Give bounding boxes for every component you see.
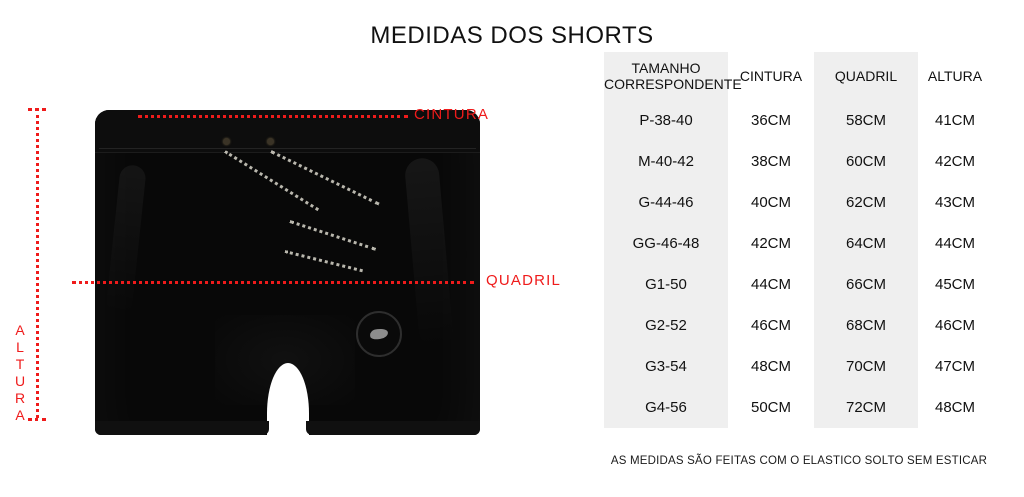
height-label-letter: A: [15, 407, 25, 423]
cell-hip: 72CM: [814, 387, 918, 428]
cell-size: G3-54: [604, 346, 728, 387]
cell-height: 44CM: [934, 234, 975, 252]
table-row: [604, 141, 992, 182]
header-height: ALTURA: [927, 68, 983, 84]
table-row: [604, 387, 992, 428]
cell-hip: 64CM: [814, 223, 918, 264]
cell-waist: 50CM: [750, 398, 791, 416]
height-label-letter: A: [15, 322, 25, 338]
height-label-letter: L: [16, 339, 24, 355]
cell-height: 48CM: [934, 398, 975, 416]
cell-size: G1-50: [604, 264, 728, 305]
cell-hip: 58CM: [814, 100, 918, 141]
height-tick-top: [28, 108, 46, 111]
height-label-letter: T: [15, 356, 25, 372]
cell-hip: 62CM: [814, 182, 918, 223]
table-row: [604, 223, 992, 264]
table-header-row: [604, 52, 992, 100]
cell-size: G2-52: [604, 305, 728, 346]
cell-height: 46CM: [934, 316, 975, 334]
table-row: [604, 264, 992, 305]
header-size-line1: TAMANHO: [631, 60, 701, 76]
height-tick-bottom: [28, 418, 46, 421]
size-chart-table: [604, 52, 992, 428]
cell-waist: 40CM: [750, 193, 791, 211]
shorts-illustration: [0, 40, 600, 497]
cell-height: 45CM: [934, 275, 975, 293]
eyelet-left-icon: [223, 138, 230, 145]
waistband-stitch: [99, 148, 476, 149]
table-row: [604, 346, 992, 387]
cell-hip: 68CM: [814, 305, 918, 346]
cell-size: G-44-46: [604, 182, 728, 223]
waist-measure-line: [138, 115, 408, 118]
cell-size: G4-56: [604, 387, 728, 428]
cell-size: GG-46-48: [604, 223, 728, 264]
cell-height: 42CM: [934, 152, 975, 170]
cell-waist: 44CM: [750, 275, 791, 293]
cell-waist: 36CM: [750, 111, 791, 129]
cell-size: P-38-40: [604, 100, 728, 141]
page-title: MEDIDAS DOS SHORTS: [370, 22, 654, 50]
cell-waist: 42CM: [750, 234, 791, 252]
hem-right: [306, 421, 480, 435]
cell-height: 43CM: [934, 193, 975, 211]
waist-label: CINTURA: [414, 106, 490, 123]
cell-size: M-40-42: [604, 141, 728, 182]
header-size-line2: CORRESPONDENTE: [604, 76, 742, 92]
height-label-letter: R: [14, 390, 26, 406]
header-size: [604, 52, 742, 100]
cell-waist: 46CM: [750, 316, 791, 334]
brand-mark-icon: [369, 328, 388, 340]
cell-height: 41CM: [934, 111, 975, 129]
brand-logo-patch: [356, 311, 402, 357]
eyelet-right-icon: [267, 138, 274, 145]
measurement-note: AS MEDIDAS SÃO FEITAS COM O ELASTICO SOLTO SEM ESTICAR: [610, 455, 988, 467]
shorts-product-image: [95, 110, 480, 435]
hem-left: [95, 421, 269, 435]
hip-label: QUADRIL: [486, 272, 562, 289]
table-row: [604, 100, 992, 141]
height-measure-line: [36, 108, 39, 418]
height-label: [10, 322, 30, 424]
header-waist: CINTURA: [739, 68, 803, 84]
cell-height: 47CM: [934, 357, 975, 375]
table-row: [604, 182, 992, 223]
cell-hip: 70CM: [814, 346, 918, 387]
cell-waist: 38CM: [750, 152, 791, 170]
cell-waist: 48CM: [750, 357, 791, 375]
header-hip: QUADRIL: [814, 52, 918, 100]
hip-measure-line: [72, 281, 474, 284]
cell-hip: 60CM: [814, 141, 918, 182]
cell-hip: 66CM: [814, 264, 918, 305]
table-row: [604, 305, 992, 346]
height-label-letter: U: [14, 373, 26, 389]
